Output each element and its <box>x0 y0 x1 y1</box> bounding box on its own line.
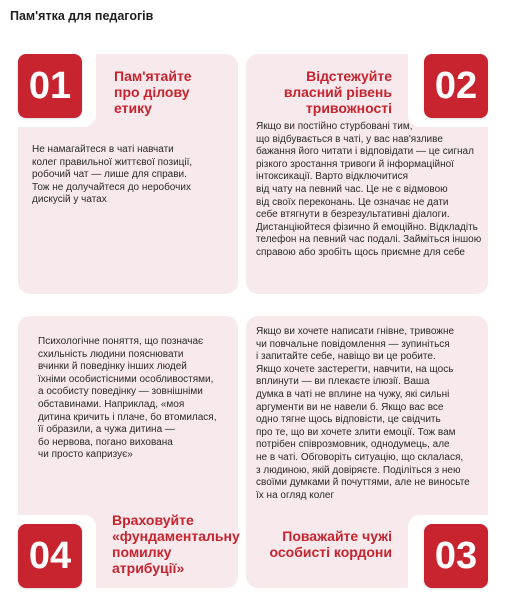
card-heading <box>270 528 392 560</box>
heading-line: етику <box>114 100 152 116</box>
heading-line: Поважайте чужі <box>282 528 392 544</box>
heading-line: «фундаментальну <box>112 528 240 544</box>
card-attribution-error <box>18 316 238 588</box>
body-line: Психологічне поняття, що позначає <box>38 336 204 347</box>
body-line: Тож не долучайтеся до неробочих <box>32 181 191 193</box>
body-line: потрібен співрозмовник, однодумець, але <box>256 439 450 451</box>
body-line: обставинами. Наприклад, «моя <box>38 398 185 410</box>
number-badge-02: 02 <box>424 54 488 118</box>
card-personal-boundaries <box>246 316 488 588</box>
body-line: своїми думками й почуттями, але не виносьте <box>256 477 470 489</box>
number-badge-04: 04 <box>18 524 82 588</box>
body-line: її образили, а чужа дитина — <box>38 424 175 436</box>
page-title: Пам'ятка для педагогів <box>10 9 154 23</box>
heading-line: тривожності <box>305 100 392 116</box>
body-line: схильність людини пояснювати <box>38 348 184 360</box>
body-line: чи просто капризує» <box>38 449 133 461</box>
card-body <box>32 144 232 207</box>
card-body <box>38 336 238 462</box>
body-line: Дистанціюйтеся фізично й емоційно. Відкладіть <box>256 221 478 233</box>
heading-line: про ділову <box>114 84 190 100</box>
body-line: одно тягне щось відповісти, це свідчить <box>256 414 441 426</box>
heading-line: атрибуції» <box>112 560 185 576</box>
body-line: а особисту поведінку — зовнішніми <box>38 386 203 398</box>
body-line: з людиною, якій довіряєте. Поділіться з нею <box>256 464 461 476</box>
body-line: робочий чат — лише для справи. <box>32 169 187 181</box>
body-line: Не намагайтеся в чаті навчати <box>32 144 174 155</box>
heading-line: власний рівень <box>283 84 392 100</box>
body-line: вплинути — ви плекаєте ілюзії. Ваша <box>256 376 430 388</box>
body-line: їх на огляд колег <box>256 489 335 501</box>
heading-line: Пам'ятайте <box>114 68 192 84</box>
heading-line: Враховуйте <box>112 512 194 528</box>
card-anxiety-level <box>246 54 488 294</box>
body-line: справою або зробіть щось приємне для себе <box>256 246 465 258</box>
body-line: бажання його читати і відповідати — це сигнал <box>256 146 474 158</box>
body-line: про те, що ви хочете злити емоції. Тож вам <box>256 426 456 438</box>
body-line: дитина кричить і плаче, бо втомилася, <box>38 411 217 423</box>
number-badge-01: 01 <box>18 54 82 118</box>
body-line: чи повчальне повідомлення — зупиніться <box>256 338 450 350</box>
body-line: Якщо ви постійно стурбовані тим, <box>256 121 413 132</box>
body-line: аргументи ви не навели б. Якщо вас все <box>256 401 444 413</box>
heading-line: Відстежуйте <box>306 68 392 84</box>
card-business-ethics <box>18 54 238 294</box>
body-line: дискусій у чатах <box>32 194 107 206</box>
body-line: не в чаті. Обговоріть ситуацію, що склалася, <box>256 451 464 463</box>
body-line: від своїх переконань. Це означає не дати <box>256 196 449 208</box>
body-line: що відбувається в чаті, у вас нав'язливе <box>256 133 443 145</box>
body-line: Якщо ви хочете написати гнівне, тривожне <box>256 326 455 337</box>
card-heading <box>114 68 192 116</box>
body-line: колег правильної життєвої позиції, <box>32 156 193 168</box>
body-line: бо нервова, погано вихована <box>38 436 173 448</box>
body-line: їхніми особистісними особливостями, <box>38 373 214 385</box>
card-heading <box>284 68 392 116</box>
heading-line: помилку <box>112 544 172 560</box>
body-line: інтоксикації. Варто відключитися <box>256 171 409 183</box>
card-heading <box>112 512 240 576</box>
heading-line: особисті кордони <box>269 544 392 560</box>
body-line: думка в чаті не вплине на чужу, які сильні <box>256 388 450 400</box>
body-line: і запитайте себе, навіщо ви це робите. <box>256 351 436 363</box>
card-body <box>256 326 486 502</box>
body-line: від чату на певний час. Це не є відмовою <box>256 183 448 195</box>
body-line: вчинки й поведінку інших людей <box>38 361 187 373</box>
number-badge-03: 03 <box>424 524 488 588</box>
body-line: Якщо хочете застерегти, навчити, на щось <box>256 363 454 375</box>
body-line: себе втягнути в безрезультативні діалоги. <box>256 209 450 221</box>
body-line: різкого зростання тривоги й інформаційної <box>256 158 454 170</box>
body-line: телефон на певний час подалі. Займіться іншою <box>256 234 482 246</box>
card-body <box>256 121 486 260</box>
